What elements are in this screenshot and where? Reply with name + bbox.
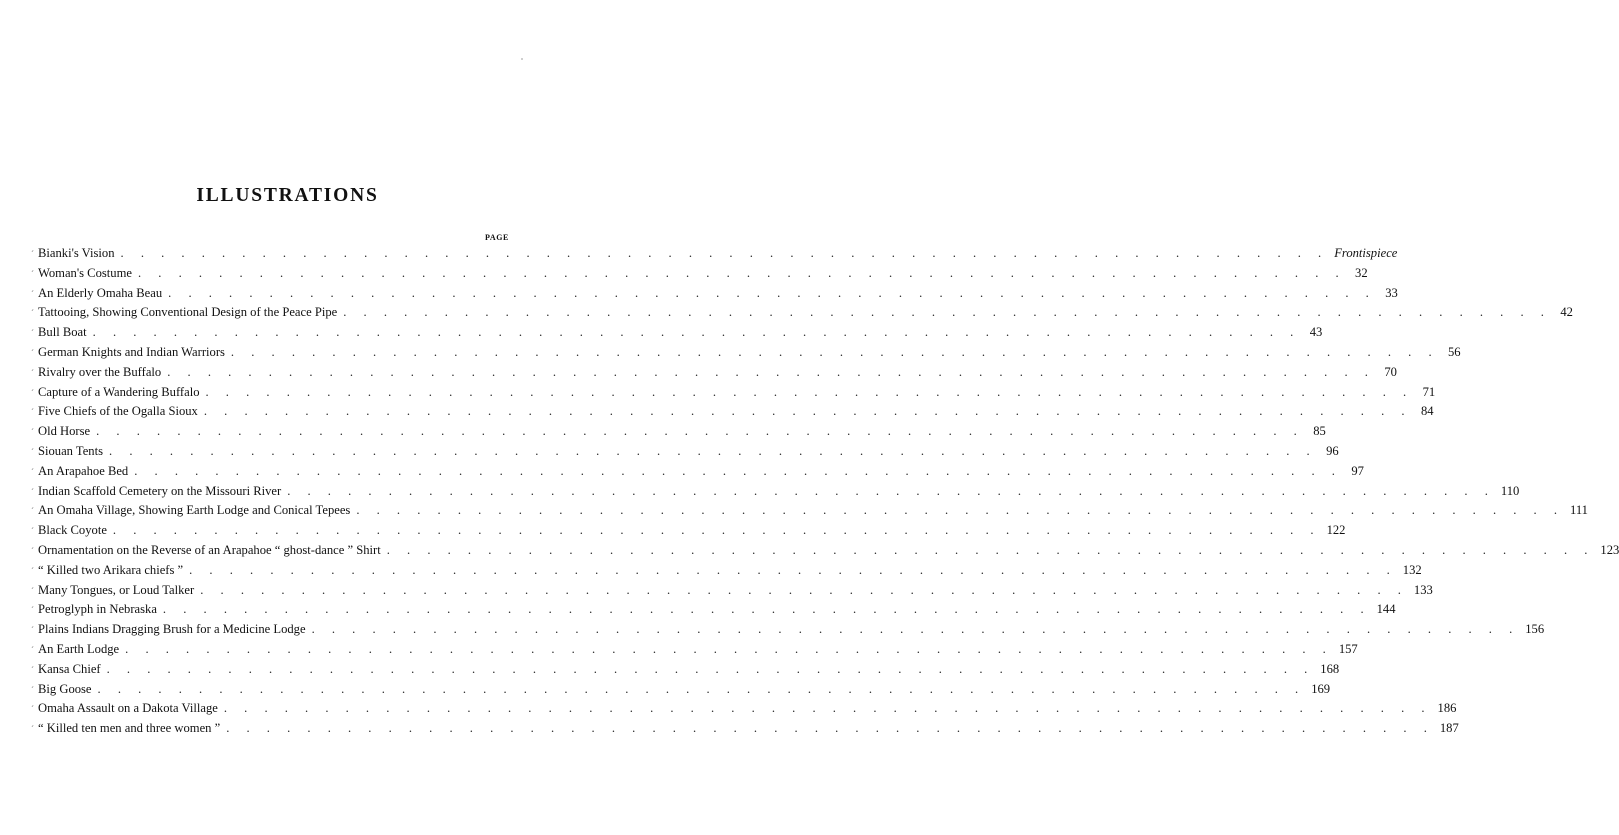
illustration-title: “ Killed ten men and three women ” — [38, 721, 221, 736]
illustration-title: Old Horse — [38, 424, 91, 439]
illustration-title: Woman's Costume — [38, 265, 132, 280]
list-item — [31, 424, 1326, 444]
dot-leader: . . . . . . . . . . . . . . . . . . . . . . . . . . . . . . . . . . . . . . . . . . . . . . . . . . . . . . . . . . . . — [226, 721, 1434, 736]
dot-leader: . . . . . . . . . . . . . . . . . . . . . . . . . . . . . . . . . . . . . . . . . . . . . . . . . . . . . . . . . . . . — [168, 285, 1376, 300]
check-mark-icon: ´ — [31, 565, 34, 576]
illustration-title: German Knights and Indian Warriors — [38, 344, 225, 359]
list-item — [31, 523, 1346, 543]
dot-leader: . . . . . . . . . . . . . . . . . . . . . . . . . . . . . . . . . . . . . . . . . . . . . . . . . . . . . . . . . . . . — [200, 582, 1408, 597]
dot-leader: . . . . . . . . . . . . . . . . . . . . . . . . . . . . . . . . . . . . . . . . . . . . . . . . . . . . . . . . . . . . — [106, 661, 1315, 676]
dot-leader: . . . . . . . . . . . . . . . . . . . . . . . . . . . . . . . . . . . . . . . . . . . . . . . . . . . . . . . . . . . . — [92, 325, 1301, 340]
page-title: ILLUSTRATIONS — [196, 185, 379, 206]
illustration-title: Many Tongues, or Loud Talker — [38, 582, 195, 597]
illustration-title: Capture of a Wandering Buffalo — [38, 384, 200, 399]
dot-leader: . . . . . . . . . . . . . . . . . . . . . . . . . . . . . . . . . . . . . . . . . . . . . . . . . . . . . . . . . . . . — [189, 562, 1397, 577]
dot-leader: . . . . . . . . . . . . . . . . . . . . . . . . . . . . . . . . . . . . . . . . . . . . . . . . . . . . . . . . . . . . — [356, 503, 1564, 518]
illustration-title: Rivalry over the Buffalo — [38, 364, 162, 379]
list-item — [31, 246, 1398, 266]
list-item — [31, 325, 1323, 345]
check-mark-icon: ´ — [31, 486, 34, 497]
list-item — [31, 344, 1461, 365]
check-mark-icon: ´ — [31, 387, 34, 398]
list-item — [31, 641, 1358, 662]
page-number: 96 — [1326, 443, 1339, 458]
list-item — [31, 503, 1588, 523]
page-number: 43 — [1309, 325, 1323, 340]
page-number: 156 — [1525, 622, 1545, 637]
page-number: 132 — [1402, 562, 1422, 577]
page-number: 97 — [1351, 463, 1364, 478]
dot-leader: . . . . . . . . . . . . . . . . . . . . . . . . . . . . . . . . . . . . . . . . . . . . . . . . . . . . . . . . . . . . — [137, 265, 1346, 280]
illustrations-list — [31, 246, 1619, 741]
list-item — [31, 661, 1340, 682]
check-mark-icon: ´ — [31, 288, 34, 299]
dot-leader: . . . . . . . . . . . . . . . . . . . . . . . . . . . . . . . . . . . . . . . . . . . . . . . . . . . . . . . . . . . . — [386, 542, 1595, 557]
check-mark-icon: ´ — [31, 644, 34, 655]
check-mark-icon: ´ — [31, 446, 34, 457]
list-item — [31, 364, 1397, 385]
page-number: 32 — [1355, 265, 1368, 280]
dot-leader: . . . . . . . . . . . . . . . . . . . . . . . . . . . . . . . . . . . . . . . . . . . . . . . . . . . . . . . . . . . . — [112, 523, 1321, 538]
check-mark-icon: ´ — [31, 466, 34, 477]
list-item — [31, 542, 1619, 563]
dot-leader: . . . . . . . . . . . . . . . . . . . . . . . . . . . . . . . . . . . . . . . . . . . . . . . . . . . . . . . . . . . . — [97, 681, 1306, 696]
check-mark-icon: ´ — [31, 347, 34, 358]
page-number: 169 — [1311, 681, 1331, 696]
list-item — [31, 602, 1396, 622]
check-mark-icon: ´ — [31, 427, 34, 438]
page-number: 84 — [1420, 404, 1434, 419]
illustration-title: Bianki's Vision — [38, 246, 115, 260]
dot-leader: . . . . . . . . . . . . . . . . . . . . . . . . . . . . . . . . . . . . . . . . . . . . . . . . . . . . . . . . . . . . — [109, 443, 1317, 458]
page-number: 111 — [1570, 503, 1588, 518]
illustration-title: Ornamentation on the Reverse of an Arapahoe “ ghost-dance ” Shirt — [38, 542, 381, 557]
page-number: 168 — [1320, 661, 1340, 676]
dot-leader: . . . . . . . . . . . . . . . . . . . . . . . . . . . . . . . . . . . . . . . . . . . . . . . . . . . . . . . . . . . . — [134, 463, 1342, 478]
list-item — [31, 305, 1573, 325]
page-number: 187 — [1439, 721, 1459, 736]
page-number: 133 — [1413, 582, 1433, 597]
illustration-title: Plains Indians Dragging Brush for a Medicine Lodge — [38, 622, 306, 637]
check-mark-icon: ´ — [31, 407, 34, 418]
illustration-title: Big Goose — [38, 681, 92, 696]
list-item — [31, 721, 1459, 741]
list-item — [31, 701, 1457, 721]
dot-leader: . . . . . . . . . . . . . . . . . . . . . . . . . . . . . . . . . . . . . . . . . . . . . . . . . . . . . . . . . . . . — [223, 701, 1432, 716]
illustration-title: An Earth Lodge — [38, 641, 120, 656]
dot-leader: . . . . . . . . . . . . . . . . . . . . . . . . . . . . . . . . . . . . . . . . . . . . . . . . . . . . . . . . . . . . — [167, 364, 1375, 379]
dot-leader: . . . . . . . . . . . . . . . . . . . . . . . . . . . . . . . . . . . . . . . . . . . . . . . . . . . . . . . . . . . . — [96, 424, 1304, 439]
illustration-title: Indian Scaffold Cemetery on the Missouri River — [38, 483, 282, 498]
page-number: 71 — [1422, 384, 1436, 399]
illustration-title: An Arapahoe Bed — [38, 463, 129, 478]
check-mark-icon: ´ — [31, 585, 34, 596]
page-number: 56 — [1448, 344, 1461, 359]
check-mark-icon: ´ — [31, 526, 34, 537]
check-mark-icon: ´ — [31, 249, 34, 259]
dot-leader: . . . . . . . . . . . . . . . . . . . . . . . . . . . . . . . . . . . . . . . . . . . . . . . . . . . . . . . . . . . . — [343, 305, 1551, 320]
page-number: 70 — [1384, 364, 1397, 379]
check-mark-icon: ´ — [31, 724, 34, 735]
dot-leader: . . . . . . . . . . . . . . . . . . . . . . . . . . . . . . . . . . . . . . . . . . . . . . . . . . . . . . . . . . . . — [230, 344, 1439, 359]
dot-leader: . . . . . . . . . . . . . . . . . . . . . . . . . . . . . . . . . . . . . . . . . . . . . . . . . . . . . . . . . . . . — [162, 602, 1371, 617]
list-item — [31, 622, 1545, 642]
page-number: 122 — [1326, 523, 1346, 538]
page-speck — [521, 58, 523, 60]
check-mark-icon: ´ — [31, 367, 34, 378]
page-column-label: PAGE — [484, 233, 509, 242]
page-number: 42 — [1560, 305, 1573, 320]
list-item — [31, 265, 1368, 286]
page-number: 157 — [1338, 641, 1358, 656]
dot-leader: . . . . . . . . . . . . . . . . . . . . . . . . . . . . . . . . . . . . . . . . . . . . . . . . . . . . . . . . . . . . — [205, 384, 1414, 399]
illustration-title: Siouan Tents — [38, 443, 104, 458]
illustration-title: Five Chiefs of the Ogalla Sioux — [38, 404, 198, 419]
list-item — [31, 562, 1422, 583]
page-number: 186 — [1437, 701, 1457, 716]
illustration-title: Petroglyph in Nebraska — [38, 602, 157, 617]
page-number: 110 — [1500, 483, 1520, 498]
dot-leader: . . . . . . . . . . . . . . . . . . . . . . . . . . . . . . . . . . . . . . . . . . . . . . . . . . . . . . . . . . . . — [125, 641, 1333, 656]
list-item — [31, 285, 1398, 306]
page-number: 144 — [1376, 602, 1396, 617]
page-number: 85 — [1313, 424, 1326, 439]
list-item — [31, 463, 1364, 484]
dot-leader: . . . . . . . . . . . . . . . . . . . . . . . . . . . . . . . . . . . . . . . . . . . . . . . . . . . . . . . . . . . . — [287, 483, 1495, 498]
check-mark-icon: ´ — [31, 328, 34, 339]
dot-leader: . . . . . . . . . . . . . . . . . . . . . . . . . . . . . . . . . . . . . . . . . . . . . . . . . . . . . . . . . . . . — [203, 404, 1412, 419]
illustration-title: Kansa Chief — [38, 661, 101, 676]
illustration-title: Black Coyote — [38, 523, 107, 538]
list-item — [31, 384, 1436, 405]
check-mark-icon: ´ — [31, 308, 34, 319]
check-mark-icon: ´ — [31, 704, 34, 715]
list-item — [31, 582, 1433, 603]
page-number: 33 — [1385, 285, 1398, 300]
dot-leader: . . . . . . . . . . . . . . . . . . . . . . . . . . . . . . . . . . . . . . . . . . . . . . . . . . . . . . . . . . . . — [311, 622, 1520, 637]
check-mark-icon: ´ — [31, 684, 34, 695]
illustration-title: An Omaha Village, Showing Earth Lodge and Conical Tepees — [38, 503, 351, 518]
illustration-title: “ Killed two Arikara chiefs ” — [38, 562, 184, 577]
illustration-title: An Elderly Omaha Beau — [38, 285, 163, 300]
check-mark-icon: ´ — [31, 506, 34, 517]
illustration-title: Bull Boat — [38, 325, 87, 340]
check-mark-icon: ´ — [31, 664, 34, 675]
page-number: 123 — [1600, 542, 1619, 557]
list-item — [31, 443, 1339, 464]
list-item — [31, 404, 1434, 424]
dot-leader: . . . . . . . . . . . . . . . . . . . . . . . . . . . . . . . . . . . . . . . . . . . . . . . . . . . . . . . . . . . . — [120, 246, 1329, 260]
check-mark-icon: ´ — [31, 605, 34, 616]
list-item — [31, 483, 1520, 504]
list-item — [31, 681, 1331, 702]
check-mark-icon: ´ — [31, 545, 34, 556]
illustration-title: Tattooing, Showing Conventional Design of the Peace Pipe — [38, 305, 338, 320]
page-number: Frontispiece — [1334, 246, 1398, 260]
illustration-title: Omaha Assault on a Dakota Village — [38, 701, 218, 716]
check-mark-icon: ´ — [31, 625, 34, 636]
check-mark-icon: ´ — [31, 268, 34, 279]
